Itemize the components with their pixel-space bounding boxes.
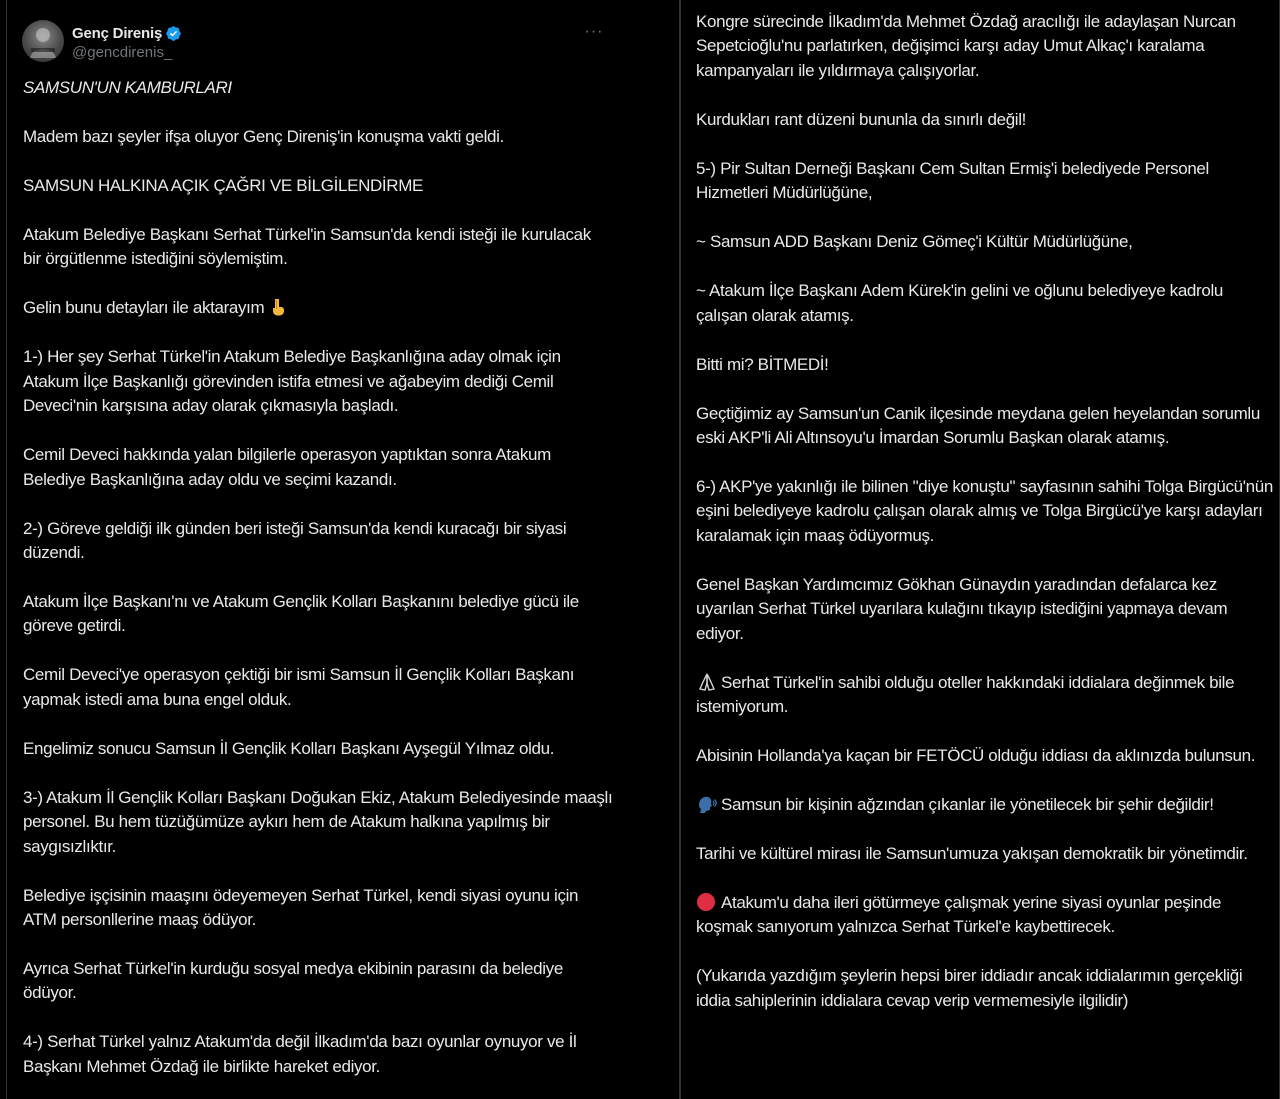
tweet-paragraph: Kongre sürecinde İlkadım'da Mehmet Özdağ aracılığı ile adaylaşan Nurcan Sepetcioğlu'nu parlatırken, değişimci karşı aday Umut Alkaç'ı karalama kampanyaları ile yıldırmaya çalışıyorlar. — [696, 12, 1236, 80]
tweet-paragraph: 4-) Serhat Türkel yalnız Atakum'da değil İlkadım'da bazı oyunlar oynuyor ve İl Başkanı Mehmet Özdağ ile birlikte hareket ediyor. — [23, 1032, 577, 1076]
tweet-paragraph: 2-) Göreve geldiği ilk günden beri isteği Samsun'da kendi kuracağı bir siyasi düzendi. — [23, 518, 567, 563]
tweet-paragraph: 5-) Pir Sultan Derneği Başkanı Cem Sultan Ermiş'i belediyede Personel Hizmetleri Müdürlüğüne, — [696, 158, 1209, 203]
tweet-paragraph: Atakum Belediye Başkanı Serhat Türkel'in Samsun'da kendi isteği ile kurulacak bir örgütlenme istediğini söylemiştim. — [23, 225, 591, 269]
tweet-paragraph: 6-) AKP'ye yakınlığı ile bilinen "diye konuştu" sayfasının sahihi Tolga Birgücü'nün eşini belediyeye kadrolu çalışan olarak almış ve Tolga Birgücü'ye karşı adayları karalamak için maaş ödüyormuş. — [696, 477, 1273, 545]
tweet-paragraph-with-emoji — [23, 296, 613, 320]
tweet-paragraph: Tarihi ve kültürel mirası ile Samsun'umuza yakışan demokratik bir yönetimdir. — [696, 844, 1248, 864]
tweet-paragraph: Belediye işçisinin maaşını ödeyemeyen Serhat Türkel, kendi siyasi oyunu için ATM personllerine maaş ödüyor. — [23, 885, 579, 930]
tweet-paragraph: SAMSUN HALKINA AÇIK ÇAĞRI VE BİLGİLENDİRME — [23, 176, 424, 195]
author-name-row — [72, 23, 182, 43]
verified-badge-icon — [165, 25, 182, 42]
tweet-paragraph-with-emoji — [696, 891, 1278, 940]
speaking-head-icon — [696, 794, 718, 814]
tweet-header — [22, 20, 662, 66]
tweet-text-left — [23, 76, 613, 1099]
folded-hands-icon — [696, 672, 718, 692]
author-name[interactable]: Genç Direniş — [72, 24, 163, 42]
author-handle[interactable]: @gencdirenis_ — [72, 44, 173, 61]
tweet-paragraph: ~ Samsun ADD Başkanı Deniz Gömeç'i Kültür Müdürlüğüne, — [696, 232, 1133, 252]
red-circle-icon — [696, 892, 718, 912]
tweet-paragraph: (Yukarıda yazdığım şeylerin hepsi birer iddiadır ancak iddialarımın gerçekliği iddia sahiplerinin iddialara cevap verip vermemesiyle ilgilidir) — [696, 966, 1243, 1010]
tweet-paragraph: Genel Başkan Yardımcımız Gökhan Günaydın yaradından defalarca kez uyarılan Serhat Türkel uyarılara kulağını tıkayıp istediğini yapmaya devam ediyor. — [696, 574, 1228, 643]
tweet-paragraph-with-emoji — [696, 793, 1278, 817]
more-options-icon[interactable]: ··· — [584, 23, 604, 40]
tweet-paragraph: Geçtiğimiz ay Samsun'un Canik ilçesinde meydana gelen heyelandan sorumlu eski AKP'li Ali Altınsoyu'u İmardan Sorumlu Başkan olarak atamış. — [696, 403, 1260, 448]
tweet-paragraph-text: Serhat Türkel'in sahibi olduğu oteller hakkındaki iddialara değinmek bile istemiyorum. — [696, 672, 1235, 717]
tweet-paragraph: Ayrıca Serhat Türkel'in kurduğu sosyal medya ekibinin parasını da belediye ödüyor. — [23, 959, 563, 1003]
avatar-figure-icon — [22, 20, 64, 62]
pointing-down-hand-icon — [269, 298, 287, 316]
tweet-paragraph: Bitti mi? BİTMEDİ! — [696, 354, 829, 374]
tweet-paragraph: Engelimiz sonucu Samsun İl Gençlik Kolları Başkanı Ayşegül Yılmaz oldu. — [23, 738, 555, 758]
tweet-paragraph: Atakum İlçe Başkanı'nı ve Atakum Gençlik Kolları Başkanını belediye gücü ile göreve getirdi. — [23, 592, 579, 636]
tweet-paragraph: 1-) Her şey Serhat Türkel'in Atakum Belediye Başkanlığına aday olmak için Atakum İlçe Başkanlığı görevinden istifa etmesi ve ağabeyim dediği Cemil Deveci'nin karşısına aday olarak çıkmasıyla başladı. — [23, 347, 561, 416]
avatar[interactable] — [22, 20, 64, 62]
tweet-paragraph: Madem bazı şeyler ifşa oluyor Genç Direniş'in konuşma vakti geldi. — [23, 127, 504, 146]
tweet-paragraph-with-emoji — [696, 671, 1278, 720]
tweet-panel-right — [680, 0, 1280, 1099]
tweet-paragraph: Cemil Deveci'ye operasyon çektiği bir ismi Samsun İl Gençlik Kolları Başkanı yapmak istedi ama buna engel olduk. — [23, 665, 575, 709]
tweet-paragraph: SAMSUN'UN KAMBURLARI — [23, 78, 232, 97]
tweet-text-right — [696, 10, 1278, 1038]
tweet-paragraph-text: Gelin bunu detayları ile aktarayım — [23, 298, 265, 318]
tweet-paragraph: Kurdukları rant düzeni bununla da sınırlı değil! — [696, 109, 1027, 129]
tweet-paragraph-text: Samsun bir kişinin ağzından çıkanlar ile yönetilecek bir şehir değildir! — [721, 795, 1214, 815]
tweet-paragraph: 3-) Atakum İl Gençlik Kolları Başkanı Doğukan Ekiz, Atakum Belediyesinde maaşlı personel. Bu hem tüzüğümüze aykırı hem de Atakum halkına yapılmış bir saygısızlıktır. — [23, 787, 613, 856]
tweet-paragraph: ~ Atakum İlçe Başkanı Adem Kürek'in gelini ve oğlunu belediyeye kadrolu çalışan olarak atamış. — [696, 281, 1223, 325]
tweet-paragraph: Cemil Deveci hakkında yalan bilgilerle operasyon yaptıktan sonra Atakum Belediye Başkanlığına aday oldu ve seçimi kazandı. — [23, 445, 551, 489]
tweet-paragraph-text: Atakum'u daha ileri götürmeye çalışmak yerine siyasi oyunlar peşinde koşmak sanıyorum yalnızca Serhat Türkel'e kaybettirecek. — [696, 893, 1222, 937]
tweet-panel-left — [6, 0, 680, 1099]
tweet-paragraph: Abisinin Hollanda'ya kaçan bir FETÖCÜ olduğu iddiası da aklınızda bulunsun. — [696, 746, 1256, 766]
